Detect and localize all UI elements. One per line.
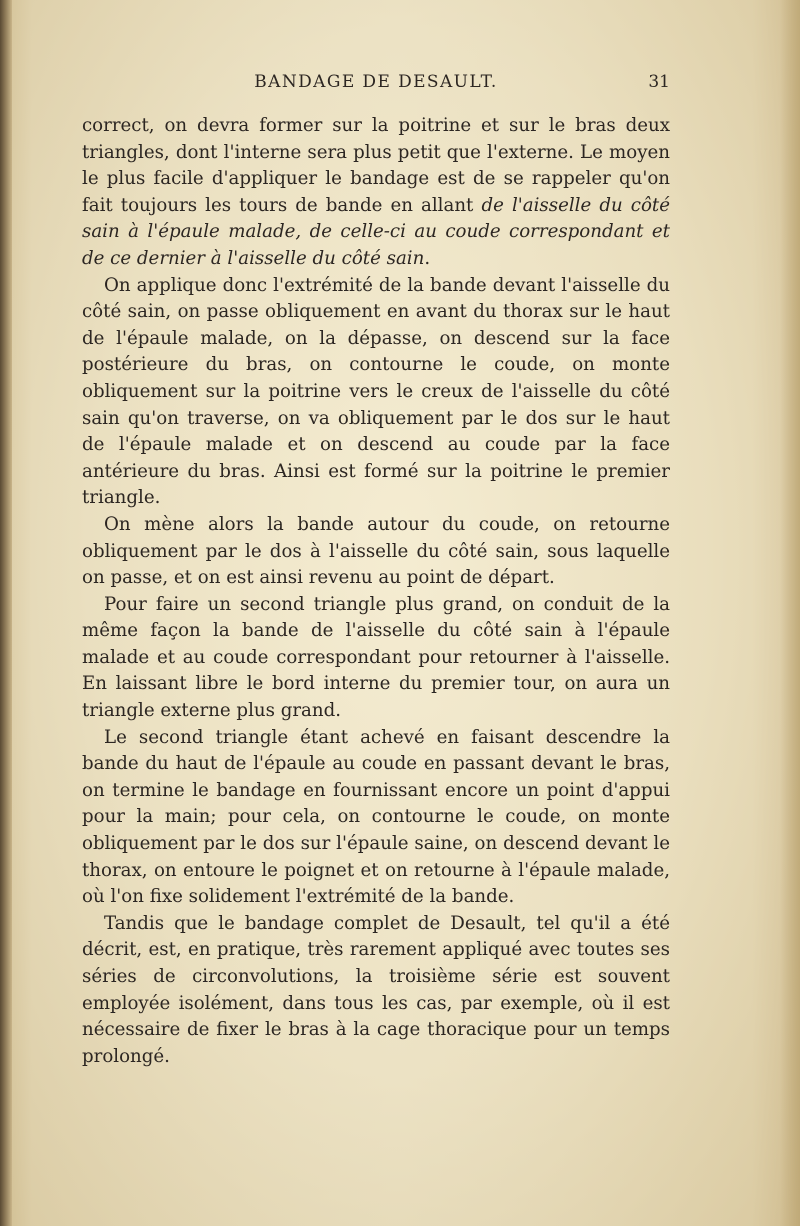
paragraph-1-italic-text: de l'aisselle du côté sain à l'épaule malade, de celle-ci au coude correspondant et de ce dernier à l'aisselle du côté sain [82, 194, 670, 269]
page-outer-edge [780, 0, 800, 1226]
paragraph-1-text: correct, on devra former sur la poitrine et sur le bras deux triangles, dont l'interne sera plus petit que l'externe. Le moyen le plus facile d'appliquer le bandage est de se rappeler qu'on fait toujours les tours de bande en allant [82, 115, 670, 216]
paragraph-4: Pour faire un second triangle plus grand, on conduit de la même façon la bande de l'aisselle du côté sain à l'épaule malade et au coude correspondant pour retourner à l'aisselle. En laissant libre le bord interne du premier tour, on aura un triangle externe plus grand. [82, 593, 670, 722]
page-number: 31 [648, 72, 670, 92]
paragraph-5: Le second triangle étant achevé en faisant descendre la bande du haut de l'épaule au coude en passant devant le bras, on termine le bandage en fournissant encore un point d'appui pour la main; pour cela, on contourne le coude, on monte obliquement par le dos sur l'épaule saine, on descend devant le thorax, on entoure le poignet et on retourne à l'épaule malade, où l'on fixe solidement l'extrémité de la bande. [82, 726, 670, 908]
paragraph-6: Tandis que le bandage complet de Desault, tel qu'il a été décrit, est, en pratique, très rarement appliqué avec toutes ses séries de circonvolutions, la troisième série est souvent employée isolément, dans tous les cas, par exemple, où il est nécessaire de fixer le bras à la cage thoracique pour un temps prolongé. [82, 912, 670, 1067]
running-head-title: BANDAGE DE DESAULT. [254, 72, 498, 92]
paragraph-2: On applique donc l'extrémité de la bande devant l'aisselle du côté sain, on passe obliquement en avant du thorax sur le haut de l'épaule malade, on la dépasse, on descend sur la face postérieure du bras, on contourne le coude, on monte obliquement sur la poitrine vers le creux de l'aisselle du côté sain qu'on traverse, on va obliquement par le dos sur le haut de l'épaule malade et on descend au coude par la face antérieure du bras. Ainsi est formé sur la poitrine le premier triangle. [82, 274, 670, 509]
paragraph-1-end: . [424, 247, 431, 269]
body-text [82, 113, 670, 1070]
paragraph-3: On mène alors la bande autour du coude, on retourne obliquement par le dos à l'aisselle du côté sain, sous laquelle on passe, et on est ainsi revenu au point de départ. [82, 513, 670, 589]
paragraph-1 [82, 113, 670, 273]
page-binding-edge [0, 0, 12, 1226]
running-head [82, 72, 670, 96]
